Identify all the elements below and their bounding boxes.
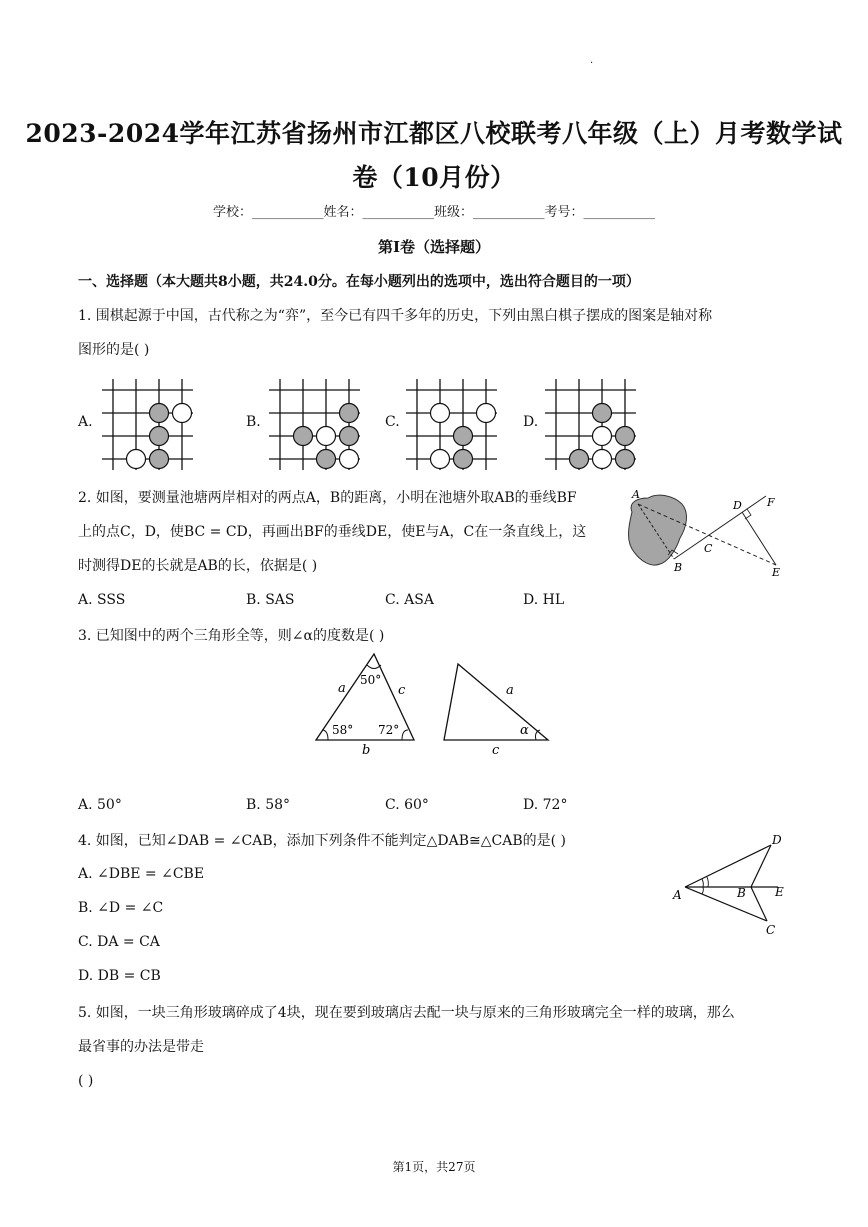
line-de [742,512,776,565]
part-title: 一、选择题（本大题共8小题，共24.0分。在每小题列出的选项中，选出符合题目的一项） [78,274,640,290]
go-board-b [267,377,362,472]
black-stone [454,450,473,469]
q2-option-b[interactable]: B. SAS [246,592,295,608]
volume-title: 第I卷（选择题） [377,238,491,256]
q1-text-line1: 1. 围棋起源于中国，古代称之为“弈”，至今已有四千多年的历史，下列由黑白棋子摆成的图案是轴对称 [78,308,713,324]
page-footer: 第1页，共27页 [392,1160,476,1174]
q2-label-f: F [767,496,775,509]
q3-label-58: 58° [332,723,354,737]
q2-pond-figure [622,484,794,580]
q3-label-c2: c [492,743,500,758]
q4-label-a: A [673,888,682,902]
pond-shape [629,495,687,565]
white-stone [340,450,359,469]
black-stone [616,450,635,469]
line-ad [685,845,771,887]
q2-label-a: A [632,488,640,501]
black-stone [340,427,359,446]
angle-mark-3 [702,887,703,894]
q2-option-d[interactable]: D. HL [523,592,565,608]
q2-text-line3: 时测得DE的长就是AB的长，依据是( ) [78,558,318,574]
q4-text-line1: 4. 如图，已知∠DAB = ∠CAB，添加下列条件不能判定△DAB≅△CAB的是( ) [78,833,567,849]
q3-option-d[interactable]: D. 72° [523,797,568,813]
q3-triangles-figure [310,650,570,758]
q4-option-c[interactable]: C. DA = CA [78,934,160,950]
go-board-d [543,377,638,472]
black-stone [616,427,635,446]
q4-figure [668,830,790,940]
q1-text-line2: 图形的是( ) [78,342,150,358]
q4-label-e: E [775,885,784,899]
q3-label-a2: a [506,683,514,698]
black-stone [454,427,473,446]
white-stone [431,450,450,469]
q2-text-line2: 上的点C，D，使BC = CD，再画出BF的垂线DE，使E与A，C在一条直线上，这 [78,524,587,540]
black-stone [317,450,336,469]
exam-title-line2: 卷（10月份） [352,163,516,192]
q1-option-c[interactable]: C. [385,414,400,430]
q5-text-line2: 最省事的办法是带走 [78,1039,204,1055]
q3-label-alpha: α [520,723,529,738]
black-stone [593,404,612,423]
q3-label-50: 50° [360,673,382,687]
white-stone [593,450,612,469]
white-stone [477,404,496,423]
q3-option-b[interactable]: B. 58° [246,797,291,813]
white-stone [173,404,192,423]
angle-arc-left [322,730,328,740]
q3-text-line1: 3. 已知图中的两个三角形全等，则∠α的度数是( ) [78,628,385,644]
q4-label-c: C [766,923,776,937]
q5-text-line3: ( ) [78,1073,94,1089]
q1-option-b[interactable]: B. [246,414,261,430]
q3-option-a[interactable]: A. 50° [78,797,122,813]
q4-option-a[interactable]: A. ∠DBE = ∠CBE [78,866,205,882]
go-board-c [404,377,499,472]
black-stone [150,427,169,446]
angle-mark-1 [702,879,703,887]
q3-label-a1: a [338,681,346,696]
angle-arc-right [402,730,408,740]
white-stone [127,450,146,469]
q1-option-d[interactable]: D. [523,414,539,430]
white-stone [317,427,336,446]
q3-label-b1: b [362,743,371,758]
black-stone [150,404,169,423]
angle-mark-2 [707,877,708,887]
white-stone [431,404,450,423]
line-db [751,845,771,887]
q4-option-b[interactable]: B. ∠D = ∠C [78,900,164,916]
q2-text-line1: 2. 如图，要测量池塘两岸相对的两点A，B的距离，小明在池塘外取AB的垂线BF [78,490,577,506]
q2-option-a[interactable]: A. SSS [78,592,126,608]
q4-label-b: B [737,886,746,900]
angle-arc-alpha [536,730,541,740]
q2-option-c[interactable]: C. ASA [385,592,434,608]
q4-option-d[interactable]: D. DB = CB [78,968,161,984]
black-stone [294,427,313,446]
q3-label-72: 72° [378,723,400,737]
go-board-a [100,377,195,472]
q5-text-line1: 5. 如图，一块三角形玻璃碎成了4块，现在要到玻璃店去配一块与原来的三角形玻璃完全一样的玻璃，那么 [78,1005,735,1021]
q2-label-e: E [772,566,781,579]
q4-label-d: D [772,833,782,847]
q2-label-d: D [733,499,742,512]
q3-option-c[interactable]: C. 60° [385,797,429,813]
q2-label-c: C [704,542,713,555]
q2-label-b: B [674,561,683,574]
triangle-2 [444,664,548,740]
student-info-line: 学校：___________姓名：___________班级：___________考号：___________ [212,205,655,220]
black-stone [150,450,169,469]
q1-option-a[interactable]: A. [78,414,93,430]
white-stone [593,427,612,446]
line-ac [685,887,767,921]
black-stone [570,450,589,469]
exam-title-line1: 2023-2024学年江苏省扬州市江都区八校联考八年级（上）月考数学试 [25,119,843,148]
q3-label-c1: c [398,683,406,698]
corner-mark: · [590,58,594,69]
black-stone [340,404,359,423]
